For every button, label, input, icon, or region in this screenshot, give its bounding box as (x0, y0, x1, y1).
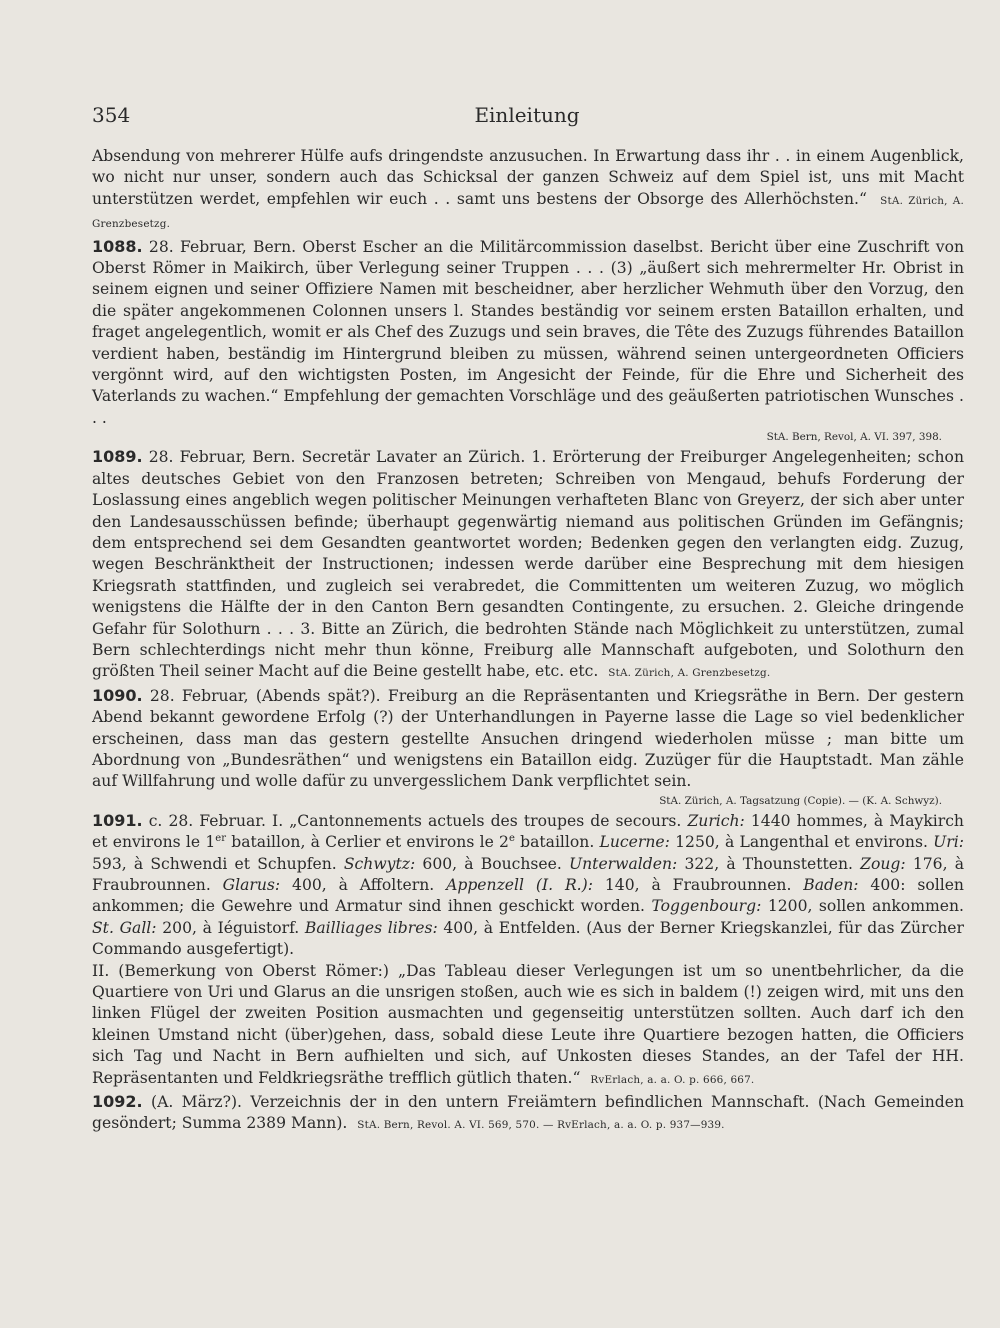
entry-text: 140, à Fraubrounnen. (592, 876, 804, 894)
entry-number: 1090. (92, 685, 143, 705)
entry-1091-part-2 (92, 961, 964, 1091)
canton-name: Glarus: (222, 876, 281, 894)
source-reference: StA. Bern, Revol, A. VI. 397, 398. (766, 431, 942, 444)
canton-name: St. Gall: (92, 918, 157, 937)
page-number: 354 (92, 103, 131, 127)
entry-number: 1088. (92, 236, 143, 256)
entry-text: bataillon, à Cerlier et environs le 2 (225, 833, 509, 852)
entry-1088 (92, 236, 964, 430)
entry-number: 1091. (92, 810, 143, 830)
entry-1089 (92, 446, 964, 684)
superscript: er (215, 833, 226, 844)
source-reference: RvErlach, a. a. O. p. 666, 667. (590, 1073, 755, 1086)
running-title: Einleitung (474, 103, 580, 127)
canton-name: Schwytz: (343, 854, 416, 873)
entry-text: 1250, à Langenthal et environs. (669, 833, 934, 852)
entry-text: II. (Bemerkung von Oberst Römer:) „Das Tableau dieser Verlegungen ist um so unentbehrlicher, da die Quartiere von Uri und Glarus an die unsrigen stoßen, auch wie es sich in baldem (!) zeigen wird, mit uns den linken Flügel der zweiten Position ausmachten und gegenseitig unterstützen sollten. Auch darf ich den kleinen Umstand nicht (über)gehen, dass, sobald diese Leute ihre Quartiere bezogen hatten, die Officiers sich Tag und Nacht in Bern aufhielten und sich, auf Unkosten dieses Standes, an der Tafel der HH. Repräsentanten und Feldkriegsräthe trefflich gütlich thaten.“ (92, 961, 964, 1087)
page-body (92, 146, 964, 1137)
entry-text: 593, à Schwendi et Schupfen. (92, 854, 344, 873)
canton-name: Appenzell (I. R.): (446, 876, 593, 894)
superscript: e (508, 833, 515, 844)
entry-text: 322, à Thounstetten. (677, 854, 861, 873)
canton-name: Zoug: (860, 854, 906, 873)
entry-text: 1200, sollen ankommen. (761, 897, 964, 916)
source-reference: StA. Zürich, A. Grenzbesetzg. (92, 194, 964, 231)
entry-text: 28. Februar, Bern. Secretär Lavater an Zürich. 1. Erörterung der Freiburger Angelegenheiten; schon altes deutsches Gebiet von den Franzosen betreten; Schreiben von Mengaud, behufs Forderung der Loslassung eines angeblich wegen politischer Meinungen verhafteten Blanc von Greyerz, der sich aber unter den Landesausschüssen befinde; überhaupt gegenwärtig niemand aus politischen Gründen im Gefängnis; dem entsprechend sei dem Gesandten geantwortet worden; Bedenken gegen den verlangten eidg. Zuzug, wegen Beschränktheit der Instructionen; indessen werde darüber eine Besprechung mit dem hiesigen Kriegsrath stattfinden, und zugleich sei verabredet, die Committenten um weiteren Zuzug, wo möglich wenigstens die Hälfte der in den Canton Bern gesandten Contingente, zu ersuchen. 2. Gleiche dringende Gefahr für Solothurn . . . 3. Bitte an Zürich, die bedrohten Stände nach Möglichkeit zu unterstützen, zumal Bern schlechterdings nicht mehr thun könne, Freiburg alle Mannschaft aufgeboten, und Solothurn den größten Theil seiner Macht auf die Beine gestellt habe, etc. etc. (92, 448, 964, 681)
entry-number: 1089. (92, 447, 143, 467)
source-reference: StA. Zürich, A. Grenzbesetzg. (608, 667, 771, 680)
entry-1091 (92, 810, 964, 961)
canton-name: Lucerne: (599, 833, 670, 852)
entry-text: 176, à Fraubrounnen. (92, 854, 965, 894)
entry-1090 (92, 685, 964, 793)
entry-text: 600, à Bouchsee. (415, 854, 569, 873)
canton-name: Unterwalden: (569, 854, 678, 873)
entry-text: 400, à Entfelden. (Aus der Berner Kriegskanzlei, für das Zürcher Commando ausgefertigt). (92, 918, 964, 959)
intro-text: Absendung von mehrerer Hülfe aufs dringendste anzusuchen. In Erwartung dass ihr . . in einem Augenblick, wo nicht nur unser, sondern auch das Schicksal der ganzen Schweiz auf dem Spiel ist, uns mit Macht unterstützen werdet, empfehlen wir euch . . samt uns bestens der Obsorge des Allerhöchsten.“ (92, 147, 964, 208)
entry-text: 1440 hommes, à Maykirch et environs le 1 (92, 811, 964, 852)
entry-text: 400, à Affoltern. (280, 876, 447, 894)
entry-text: 28. Februar, Bern. Oberst Escher an die Militärcommission daselbst. Bericht über eine Zuschrift von Oberst Römer in Maikirch, über Verlegung seiner Truppen . . . (3) „äußert sich mehrermelter Hr. Obrist in seinem eignen und seiner Offiziere Namen mit bescheidner, aber herzlicher Wehmuth über den Vorzug, den die später angekommenen Colonnen unsers l. Standes beständig vor seinem ersten Bataillon erhalten, und fraget angelegentlich, womit er als Chef des Zuzugs und sein braves, die Tête des Zuzugs führendes Bataillon verdient haben, beständig im Hintergrund bleiben zu müssen, während seinen untergeordneten Officiers vergönnt wird, auf den wichtigsten Posten, im Angesicht der Feinde, für die Ehre und Sicherheit des Vaterlands zu wachen.“ Empfehlung der gemachten Vorschläge und des geäußerten patriotischen Wunsches . . . (92, 237, 964, 427)
entry-text: bataillon. (514, 833, 600, 852)
page-header (92, 103, 962, 133)
canton-name: Bailliages libres: (304, 918, 438, 937)
intro-paragraph (92, 146, 964, 236)
entry-text: 28. Februar, (Abends spät?). Freiburg an die Repräsentanten und Kriegsräthe in Bern. Der gestern Abend bekannt gewordene Erfolg (?) der Unterhandlungen in Payerne lasse die Lage so viel bedenklicher erscheinen, dass man das gestern gestellte Ansuchen dringend wiederholen müsse ; man bitte um Abordnung von „Bundesräthen“ und wenigstens ein Bataillon eidg. Zuzüger für die Hauptstadt. Man zähle auf Willfahrung und wolle dafür zu unvergesslichem Dank verpflichtet sein. (92, 686, 964, 791)
canton-name: Toggenbourg: (651, 897, 762, 916)
canton-name: Uri: (933, 833, 964, 852)
entry-1092 (92, 1091, 964, 1137)
entry-text: c. 28. Februar. I. „Cantonnements actuels des troupes de secours. (148, 811, 688, 830)
source-reference: StA. Bern, Revol. A. VI. 569, 570. — RvErlach, a. a. O. p. 937—939. (357, 1119, 725, 1132)
entry-number: 1092. (92, 1092, 143, 1112)
source-reference: StA. Zürich, A. Tagsatzung (Copie). — (K. A. Schwyz). (659, 794, 942, 807)
canton-name: Zurich: (687, 811, 745, 830)
entry-text: (A. März?). Verzeichnis der in den untern Freiämtern befindlichen Mannschaft. (Nach Gemeinden gesöndert; Summa 2389 Mann). (92, 1093, 964, 1133)
entry-text: 400: sollen ankommen; die Gewehre und Armatur sind ihnen geschickt worden. (92, 876, 964, 916)
entry-text: 200, à Iéguistorf. (156, 918, 305, 937)
canton-name: Baden: (803, 876, 859, 894)
